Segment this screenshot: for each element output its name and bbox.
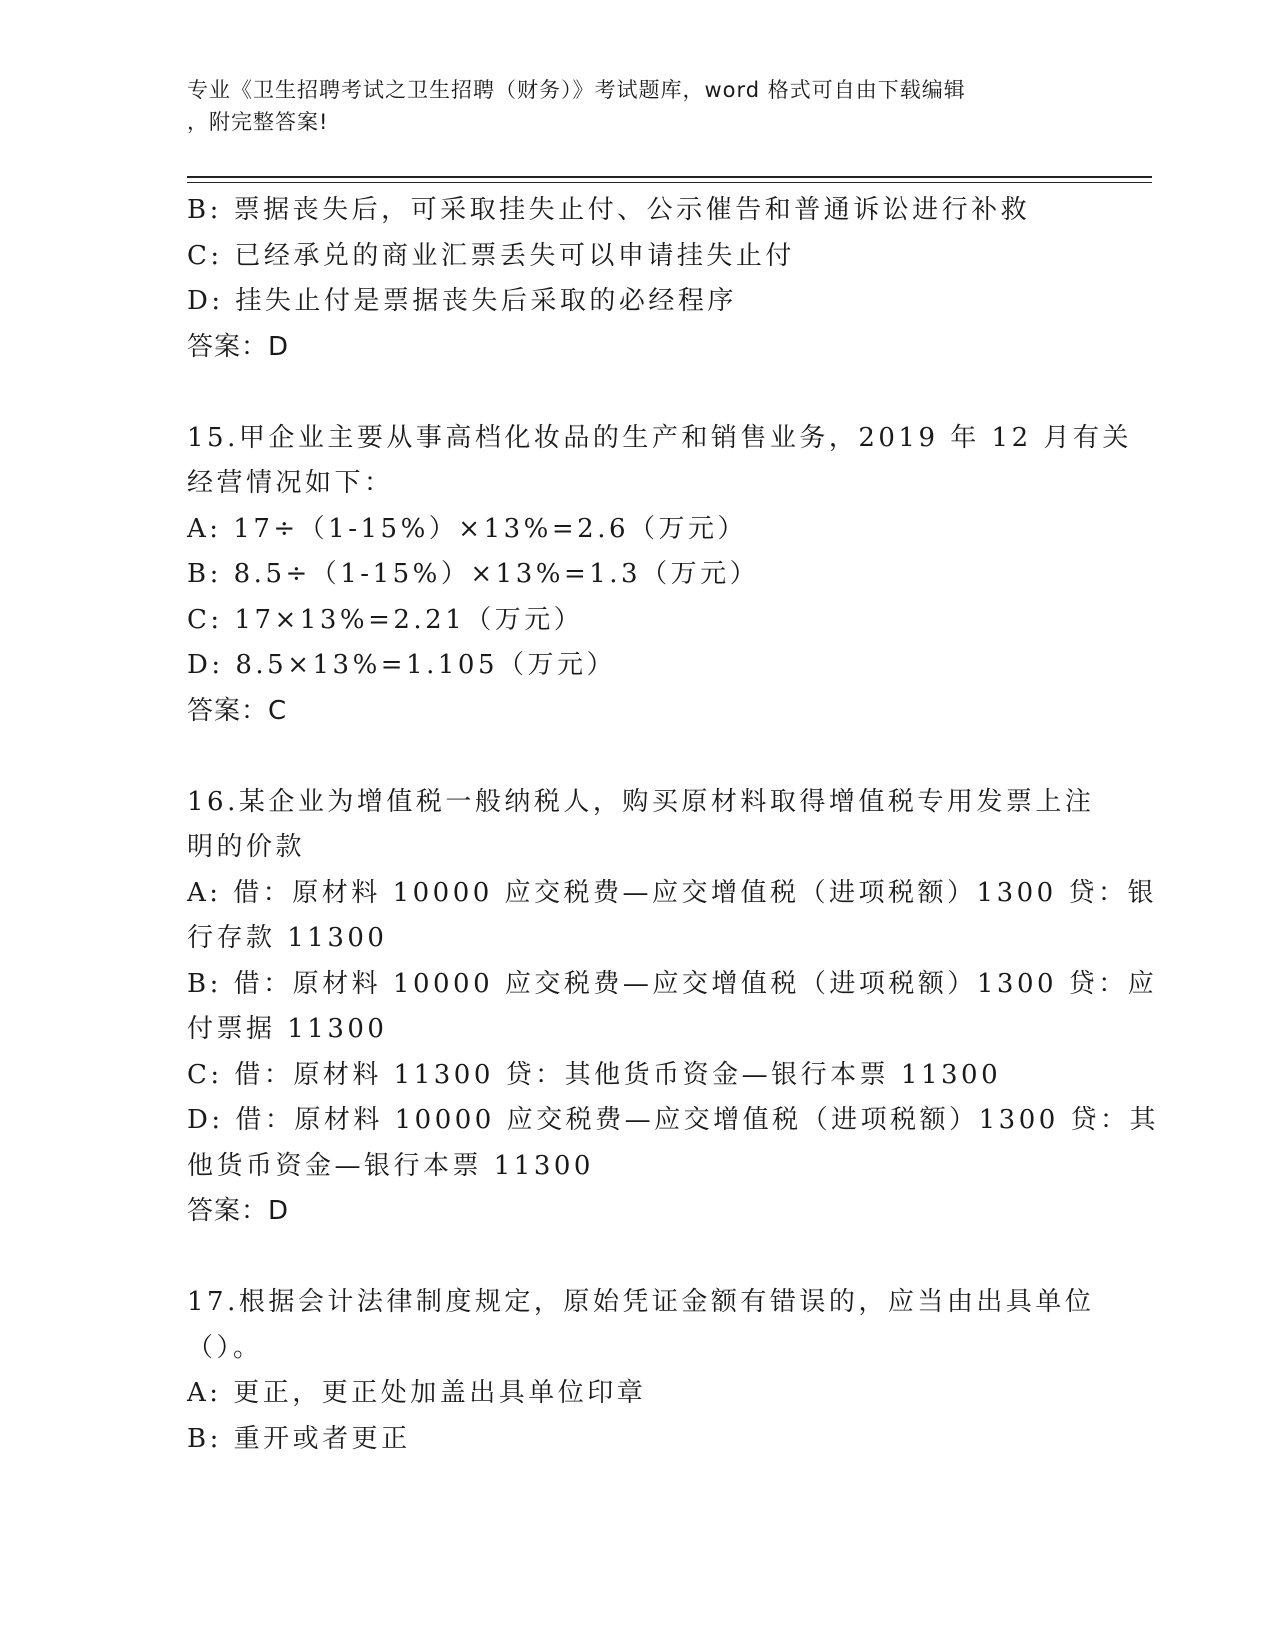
question-16 bbox=[187, 780, 1160, 1235]
q15-option-c: C: 17×13%=2.21（万元） bbox=[187, 604, 584, 635]
q14-option-d: D: 挂失止付是票据丧失后采取的必经程序 bbox=[187, 286, 737, 316]
q17-stem-line2: （）。 bbox=[187, 1332, 263, 1363]
question-17 bbox=[187, 1280, 1095, 1462]
q16-option-b-line1: B: 借：原材料 10000 应交税费—应交增值税（进项税额）1300 贷：应 bbox=[187, 968, 1158, 999]
q15-option-d: D: 8.5×13%=1.105（万元） bbox=[187, 650, 617, 680]
q16-option-d-line1: D: 借：原材料 10000 应交税费—应交增值税（进项税额）1300 贷：其 bbox=[187, 1105, 1160, 1135]
question-content bbox=[187, 188, 1160, 1462]
q17-stem-line1: 17.根据会计法律制度规定，原始凭证金额有错误的，应当由出具单位 bbox=[187, 1287, 1095, 1317]
q15-option-a: A: 17÷（1-15%）×13%=2.6（万元） bbox=[187, 513, 747, 544]
q15-option-b: B: 8.5÷（1-15%）×13%=1.3（万元） bbox=[187, 559, 760, 589]
header-title-line1: 专业《卫生招聘考试之卫生招聘（财务）》考试题库，word 格式可自由下载编辑 bbox=[187, 78, 966, 102]
q16-stem-line1: 16.某企业为增值税一般纳税人，购买原材料取得增值税专用发票上注 bbox=[187, 786, 1095, 817]
question-14-tail bbox=[187, 188, 1087, 370]
q16-option-a-line2: 行存款 11300 bbox=[187, 923, 388, 953]
q16-stem-line2: 明的价款 bbox=[187, 832, 306, 862]
q17-option-b: B: 重开或者更正 bbox=[187, 1423, 411, 1454]
question-15 bbox=[187, 416, 1132, 735]
q16-answer: 答案：D bbox=[187, 1196, 290, 1226]
q16-option-c: C: 借：原材料 11300 贷：其他货币资金—银行本票 11300 bbox=[187, 1059, 1002, 1090]
q14-option-b: B: 票据丧失后，可采取挂失止付、公示催告和普通诉讼进行补救 bbox=[187, 195, 1031, 225]
q16-option-d-line2: 他货币资金—银行本票 11300 bbox=[187, 1150, 594, 1181]
spacer bbox=[187, 370, 1087, 416]
q14-answer: 答案：D bbox=[187, 331, 290, 362]
q16-option-b-line2: 付票据 11300 bbox=[187, 1014, 388, 1044]
q16-option-a-line1: A: 借：原材料 10000 应交税费—应交增值税（进项税额）1300 贷：银 bbox=[187, 877, 1157, 908]
q15-stem-line2: 经营情况如下： bbox=[187, 468, 394, 498]
header-rule-thick bbox=[187, 176, 1152, 178]
q17-option-a: A: 更正，更正处加盖出具单位印章 bbox=[187, 1378, 647, 1408]
spacer bbox=[187, 734, 1087, 780]
q14-option-c: C: 已经承兑的商业汇票丢失可以申请挂失止付 bbox=[187, 240, 795, 271]
spacer bbox=[187, 1235, 1087, 1281]
header-title-line2: ，附完整答案! bbox=[187, 110, 329, 134]
header-rule-thin bbox=[187, 182, 1152, 183]
q15-answer: 答案：C bbox=[187, 695, 288, 726]
q15-stem-line1: 15.甲企业主要从事高档化妆品的生产和销售业务，2019 年 12 月有关 bbox=[187, 422, 1132, 453]
page-header bbox=[187, 74, 1067, 138]
